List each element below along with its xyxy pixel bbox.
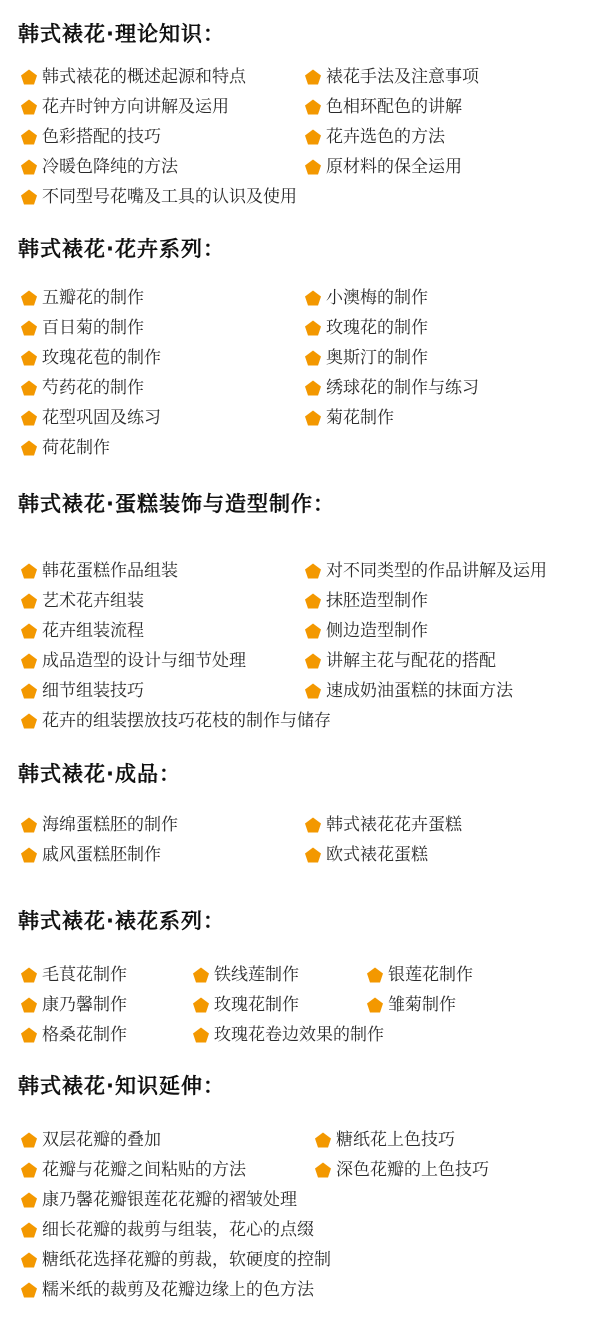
list-item-label: 深色花瓣的上色技巧 <box>336 1160 489 1180</box>
pentagon-bullet-icon <box>304 158 322 176</box>
pentagon-bullet-icon <box>192 966 210 984</box>
list-item <box>20 1129 161 1151</box>
pentagon-bullet-icon <box>304 816 322 834</box>
pentagon-bullet-icon <box>192 1026 210 1044</box>
list-item <box>366 964 473 986</box>
pentagon-bullet-icon <box>304 592 322 610</box>
list-item-label: 双层花瓣的叠加 <box>42 1130 161 1150</box>
pentagon-bullet-icon <box>304 349 322 367</box>
list-item-label: 韩式裱花的概述起源和特点 <box>42 67 246 87</box>
list-item-label: 裱花手法及注意事项 <box>326 67 479 87</box>
pentagon-bullet-icon <box>304 289 322 307</box>
list-item-label: 原材料的保全运用 <box>326 157 462 177</box>
list-item <box>20 650 246 672</box>
list-item-label: 康乃馨花瓣银莲花花瓣的褶皱处理 <box>42 1190 297 1210</box>
list-item <box>20 590 144 612</box>
pentagon-bullet-icon <box>20 1281 38 1299</box>
pentagon-bullet-icon <box>20 562 38 580</box>
list-item-label: 冷暖色降纯的方法 <box>42 157 178 177</box>
list-item <box>20 680 144 702</box>
list-item-label: 铁线莲制作 <box>214 965 299 985</box>
list-item-label: 讲解主花与配花的搭配 <box>326 651 496 671</box>
section-title: 韩式裱花·裱花系列： <box>18 909 225 933</box>
pentagon-bullet-icon <box>304 319 322 337</box>
list-item-label: 绣球花的制作与练习 <box>326 378 479 398</box>
list-item-label: 毛茛花制作 <box>42 965 127 985</box>
list-item <box>20 407 161 429</box>
list-item <box>20 620 144 642</box>
list-item <box>20 156 178 178</box>
list-item <box>20 560 178 582</box>
list-item-label: 五瓣花的制作 <box>42 288 144 308</box>
section-title: 韩式裱花·花卉系列： <box>18 237 225 261</box>
list-item <box>314 1129 455 1151</box>
list-item <box>20 1024 127 1046</box>
list-item-label: 韩式裱花花卉蛋糕 <box>326 815 462 835</box>
list-item <box>20 994 127 1016</box>
pentagon-bullet-icon <box>366 966 384 984</box>
pentagon-bullet-icon <box>20 966 38 984</box>
list-item <box>304 680 513 702</box>
list-item-label: 玫瑰花制作 <box>214 995 299 1015</box>
list-item-label: 花卉的组装摆放技巧花枝的制作与储存 <box>42 711 331 731</box>
pentagon-bullet-icon <box>304 128 322 146</box>
list-item-label: 细节组装技巧 <box>42 681 144 701</box>
list-item-label: 芍药花的制作 <box>42 378 144 398</box>
list-item <box>20 964 127 986</box>
list-item-label: 糖纸花选择花瓣的剪裁，软硬度的控制 <box>42 1250 331 1270</box>
list-item <box>20 437 110 459</box>
section-title: 韩式裱花·成品： <box>18 762 181 786</box>
pentagon-bullet-icon <box>20 1251 38 1269</box>
list-item-label: 花卉组装流程 <box>42 621 144 641</box>
list-item <box>20 96 229 118</box>
pentagon-bullet-icon <box>304 846 322 864</box>
list-item <box>20 1249 331 1271</box>
list-item <box>20 186 297 208</box>
pentagon-bullet-icon <box>304 409 322 427</box>
pentagon-bullet-icon <box>192 996 210 1014</box>
section-title: 韩式裱花·蛋糕装饰与造型制作： <box>18 492 335 516</box>
pentagon-bullet-icon <box>304 68 322 86</box>
pentagon-bullet-icon <box>20 996 38 1014</box>
list-item-label: 对不同类型的作品讲解及运用 <box>326 561 547 581</box>
pentagon-bullet-icon <box>366 996 384 1014</box>
pentagon-bullet-icon <box>304 682 322 700</box>
list-item <box>304 844 428 866</box>
list-item <box>192 1024 384 1046</box>
list-item <box>20 66 246 88</box>
list-item-label: 戚风蛋糕胚制作 <box>42 845 161 865</box>
list-item <box>20 1159 246 1181</box>
pentagon-bullet-icon <box>20 816 38 834</box>
list-item <box>20 287 144 309</box>
list-item <box>304 347 428 369</box>
list-item <box>20 1219 314 1241</box>
list-item <box>20 814 178 836</box>
list-item <box>20 1279 314 1301</box>
list-item <box>20 317 144 339</box>
list-item <box>304 560 547 582</box>
list-item-label: 玫瑰花卷边效果的制作 <box>214 1025 384 1045</box>
list-item <box>192 964 299 986</box>
list-item-label: 细长花瓣的裁剪与组装，花心的点缀 <box>42 1220 314 1240</box>
list-item <box>304 96 462 118</box>
list-item <box>314 1159 489 1181</box>
list-item <box>304 377 479 399</box>
list-item-label: 糖纸花上色技巧 <box>336 1130 455 1150</box>
pentagon-bullet-icon <box>20 128 38 146</box>
pentagon-bullet-icon <box>20 1221 38 1239</box>
list-item-label: 成品造型的设计与细节处理 <box>42 651 246 671</box>
pentagon-bullet-icon <box>20 652 38 670</box>
list-item-label: 银莲花制作 <box>388 965 473 985</box>
list-item <box>304 287 428 309</box>
pentagon-bullet-icon <box>20 592 38 610</box>
pentagon-bullet-icon <box>20 1026 38 1044</box>
list-item-label: 格桑花制作 <box>42 1025 127 1045</box>
pentagon-bullet-icon <box>20 68 38 86</box>
list-item <box>304 156 462 178</box>
pentagon-bullet-icon <box>304 379 322 397</box>
list-item <box>20 377 144 399</box>
list-item-label: 侧边造型制作 <box>326 621 428 641</box>
pentagon-bullet-icon <box>20 622 38 640</box>
list-item <box>304 66 479 88</box>
list-item <box>20 347 161 369</box>
pentagon-bullet-icon <box>304 652 322 670</box>
list-item-label: 花卉选色的方法 <box>326 127 445 147</box>
list-item <box>304 814 462 836</box>
pentagon-bullet-icon <box>20 289 38 307</box>
list-item-label: 玫瑰花的制作 <box>326 318 428 338</box>
pentagon-bullet-icon <box>20 439 38 457</box>
list-item <box>366 994 456 1016</box>
list-item-label: 菊花制作 <box>326 408 394 428</box>
section-title: 韩式裱花·理论知识： <box>18 22 225 46</box>
pentagon-bullet-icon <box>304 98 322 116</box>
list-item <box>304 650 496 672</box>
list-item-label: 不同型号花嘴及工具的认识及使用 <box>42 187 297 207</box>
pentagon-bullet-icon <box>20 682 38 700</box>
list-item <box>304 620 428 642</box>
list-item <box>304 317 428 339</box>
list-item <box>192 994 299 1016</box>
pentagon-bullet-icon <box>304 622 322 640</box>
list-item <box>20 710 331 732</box>
pentagon-bullet-icon <box>20 1131 38 1149</box>
list-item-label: 抹胚造型制作 <box>326 591 428 611</box>
list-item-label: 速成奶油蛋糕的抹面方法 <box>326 681 513 701</box>
list-item-label: 海绵蛋糕胚的制作 <box>42 815 178 835</box>
pentagon-bullet-icon <box>20 188 38 206</box>
list-item-label: 玫瑰花苞的制作 <box>42 348 161 368</box>
section-title: 韩式裱花·知识延伸： <box>18 1074 225 1098</box>
list-item <box>304 126 445 148</box>
pentagon-bullet-icon <box>20 158 38 176</box>
list-item-label: 糯米纸的裁剪及花瓣边缘上的色方法 <box>42 1280 314 1300</box>
pentagon-bullet-icon <box>20 846 38 864</box>
list-item <box>20 844 161 866</box>
list-item-label: 小澳梅的制作 <box>326 288 428 308</box>
list-item-label: 色相环配色的讲解 <box>326 97 462 117</box>
list-item <box>304 590 428 612</box>
list-item-label: 欧式裱花蛋糕 <box>326 845 428 865</box>
pentagon-bullet-icon <box>20 1161 38 1179</box>
pentagon-bullet-icon <box>20 379 38 397</box>
pentagon-bullet-icon <box>20 98 38 116</box>
list-item-label: 艺术花卉组装 <box>42 591 144 611</box>
pentagon-bullet-icon <box>314 1161 332 1179</box>
pentagon-bullet-icon <box>20 409 38 427</box>
list-item-label: 荷花制作 <box>42 438 110 458</box>
list-item-label: 百日菊的制作 <box>42 318 144 338</box>
list-item-label: 花型巩固及练习 <box>42 408 161 428</box>
list-item-label: 韩花蛋糕作品组装 <box>42 561 178 581</box>
list-item <box>20 1189 297 1211</box>
list-item <box>304 407 394 429</box>
pentagon-bullet-icon <box>314 1131 332 1149</box>
list-item-label: 色彩搭配的技巧 <box>42 127 161 147</box>
list-item <box>20 126 161 148</box>
list-item-label: 雏菊制作 <box>388 995 456 1015</box>
list-item-label: 康乃馨制作 <box>42 995 127 1015</box>
pentagon-bullet-icon <box>20 1191 38 1209</box>
list-item-label: 花卉时钟方向讲解及运用 <box>42 97 229 117</box>
pentagon-bullet-icon <box>20 712 38 730</box>
list-item-label: 花瓣与花瓣之间粘贴的方法 <box>42 1160 246 1180</box>
pentagon-bullet-icon <box>304 562 322 580</box>
list-item-label: 奥斯汀的制作 <box>326 348 428 368</box>
pentagon-bullet-icon <box>20 349 38 367</box>
pentagon-bullet-icon <box>20 319 38 337</box>
